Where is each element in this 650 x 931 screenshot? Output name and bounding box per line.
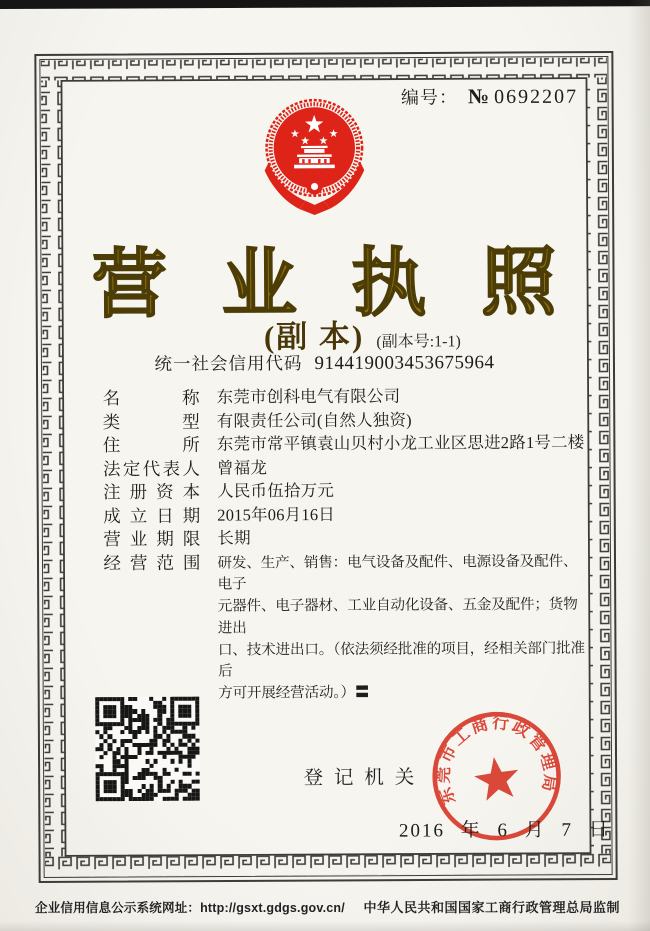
field-row-address	[103, 434, 589, 455]
field-value: 东莞市创科电气有限公司	[216, 386, 401, 407]
field-row-term	[103, 528, 589, 549]
field-label: 名 称	[102, 387, 200, 409]
field-value: 人民币伍拾万元	[217, 480, 335, 501]
credit-code-line	[0, 348, 650, 376]
footer-authority: 中华人民共和国国家工商行政管理总局监制	[363, 900, 620, 915]
field-value: 有限责任公司(自然人独资)	[216, 410, 412, 431]
field-label: 经 营 范 围	[103, 552, 201, 573]
serial-label: 编号：	[400, 87, 459, 108]
field-value: 研发、生产、销售：电气设备及配件、电源设备及配件、电子 元器件、电子器材、工业自动化设备、五金及配件；货物进出 口、技术进出口。（依法须经批准的项目，经相关部门批准后 方可开展经营活动。）〓	[217, 553, 585, 702]
field-value: 东莞市常平镇袁山贝村小龙工业区思进2路1号二楼	[216, 432, 585, 454]
field-label: 注 册 资 本	[103, 481, 201, 503]
field-row-founded	[103, 504, 589, 525]
svg-text:东莞市工商行政管理局	[424, 703, 564, 813]
license-fields	[103, 387, 591, 712]
field-label: 法 定 代 表 人	[102, 458, 201, 479]
duplicate-number: (副本号:1-1)	[376, 333, 461, 351]
field-label: 住 所	[102, 434, 200, 456]
field-value: 曾福龙	[216, 457, 268, 478]
qr-code-icon	[95, 697, 200, 802]
scan-edge-shadow	[628, 0, 650, 931]
credit-code-label: 统一社会信用代码	[154, 353, 303, 374]
duplicate-label: (副 本)	[263, 318, 365, 355]
field-label: 成 立 日 期	[103, 505, 201, 526]
field-row-scope	[103, 551, 590, 706]
footer-publicity-url: 企业信用信息公示系统网址：http://gsxt.gdgs.gov.cn/	[35, 901, 345, 915]
license-title: 营 业 执 照	[91, 241, 575, 328]
field-label: 营 业 期 限	[103, 528, 201, 550]
seal-text: 东莞市工商行政管理局	[433, 712, 561, 808]
field-value: 长期	[217, 528, 251, 548]
prc-national-emblem-icon	[260, 95, 369, 220]
field-row-type	[103, 410, 589, 431]
credit-code-value: 914419003453675964	[314, 352, 495, 375]
field-row-name	[103, 387, 589, 408]
field-row-legal-rep	[103, 457, 589, 478]
numero-symbol: №	[467, 84, 491, 109]
serial-number-line	[401, 83, 578, 110]
issue-date: 2016 年 6 月 7 日	[398, 819, 610, 842]
serial-number: 0692207	[494, 85, 579, 109]
seal-star-icon	[472, 754, 522, 802]
scan-bottom-shadow	[0, 921, 650, 931]
field-value: 2015年06月16日	[217, 504, 336, 525]
registrar-label: 登 记 机 关	[303, 767, 418, 790]
footer	[35, 897, 620, 916]
field-label: 类 型	[102, 411, 200, 432]
field-row-capital	[103, 481, 589, 502]
